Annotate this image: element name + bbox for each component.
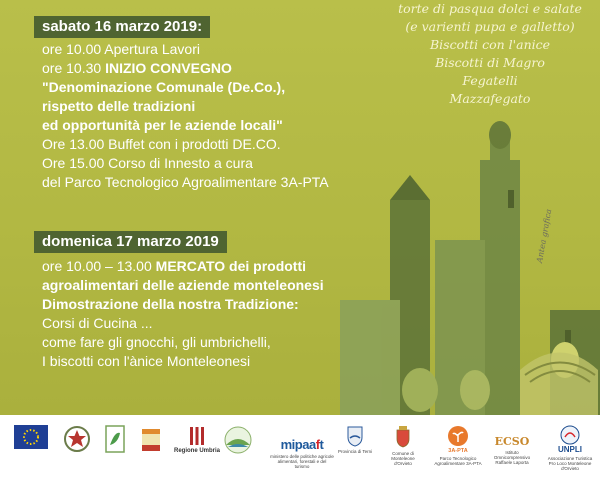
star-emblem-icon [64, 425, 90, 453]
provincia-caption: Provincia di Terni [338, 449, 373, 454]
mipaaft-end: t [319, 437, 324, 452]
sponsor-logos-bar [0, 415, 600, 493]
food-item: Biscotti con l'anice [429, 37, 551, 52]
food-item: torte di pasqua dolci e salate [398, 1, 582, 16]
wheat-icon [140, 425, 162, 455]
regione-umbria-caption: Regione Umbria [174, 448, 221, 454]
mipaaft-accent: f [315, 437, 320, 452]
convegno-label: INIZIO CONVEGNO [105, 60, 232, 76]
convegno-title-1: "Denominazione Comunale (De.Co.), [42, 79, 286, 95]
day1-line-3 [42, 78, 329, 97]
parco-name: 3A-PTA [448, 448, 468, 454]
day1-heading: sabato 16 marzo 2019: [34, 16, 210, 38]
traditional-foods-list [390, 0, 590, 108]
ecso-caption: Istituto Omnicomprensivo Raffaele Laporta [493, 450, 531, 465]
mercato-suffix: dei prodotti [225, 258, 307, 274]
day2-program [42, 257, 324, 371]
day2-time: ore 10.00 – 13.00 [42, 258, 156, 274]
crest-icon [394, 425, 412, 449]
comune-monteleone-logo [383, 425, 423, 466]
italian-republic-emblem [64, 425, 90, 453]
day2-bold-3: Dimostrazione della nostra Tradizione: [42, 296, 299, 312]
shield-icon [346, 425, 364, 447]
day2-bold-2: agroalimentari delle aziende monteleonesi [42, 277, 324, 293]
day1-line-5 [42, 116, 329, 135]
day2-heading: domenica 17 marzo 2019 [34, 231, 227, 253]
convegno-title-3: ed opportunità per le aziende locali" [42, 117, 283, 133]
food-item: Mazzafegato [449, 91, 531, 106]
umbria-columns-icon [188, 425, 206, 447]
food-item: Fegatelli [462, 73, 518, 88]
regione-umbria-logo [174, 425, 220, 454]
day2-line-2 [42, 276, 324, 295]
convegno-title-2: rispetto delle tradizioni [42, 98, 196, 114]
day1-program [42, 40, 329, 192]
parco-3apta-logo [433, 425, 483, 466]
landscape-logo [222, 425, 254, 455]
eu-flag-logo [14, 425, 48, 449]
food-item: Biscotti di Magro [435, 55, 545, 70]
day1-line-4 [42, 97, 329, 116]
ecso-wordmark: ECSO [494, 435, 530, 448]
day2-line-1 [42, 257, 324, 276]
provincia-terni-logo [338, 425, 372, 454]
ecso-logo [487, 435, 537, 465]
day1-line-2 [42, 59, 329, 78]
day1-line-6: Ore 13.00 Buffet con i prodotti DE.CO. [42, 136, 281, 152]
day2-line-5: come fare gli gnocchi, gli umbrichelli, [42, 334, 271, 350]
day1-line-1: ore 10.00 Apertura Lavori [42, 41, 200, 57]
parco-caption: Parco Tecnologico Agroalimentare 3A-PTA [434, 456, 482, 466]
day1-time: ore 10.30 [42, 60, 106, 76]
leaf-icon [105, 425, 125, 453]
mipaaft-wordmark [281, 437, 324, 452]
day2-line-6: I biscotti con l'ànice Monteleonesi [42, 353, 251, 369]
sprout-icon [447, 425, 469, 447]
proloco-caption: Associazione Turistica Pro Loco Monteleone d'Orvieto [547, 456, 593, 471]
day2-line-3 [42, 295, 324, 314]
mipaaft-logo [270, 437, 334, 469]
eu-flag-icon [14, 425, 48, 449]
unpli-emblem-icon [557, 425, 583, 445]
landscape-icon [222, 425, 254, 455]
day1-line-7: Ore 15.00 Corso di Innesto a cura [42, 155, 253, 171]
food-item: (e varienti pupa e galletto) [405, 19, 575, 34]
mercato-label: MERCATO [155, 258, 226, 274]
comune-caption: Comune di Monteleone d'Orvieto [391, 451, 415, 466]
day1-line-8: del Parco Tecnologico Agroalimentare 3A-PTA [42, 174, 329, 190]
mipaaft-caption: ministero delle politiche agricole alimentari, forestali e del turismo [270, 454, 334, 469]
village-skyline-illustration [340, 120, 600, 415]
unpli-logo [546, 425, 594, 471]
day2-line-4: Corsi di Cucina ... [42, 315, 153, 331]
mipaaft-main: mipaa [280, 437, 316, 452]
unpli-wordmark: UNPLI [558, 445, 582, 454]
rural-development-logo [140, 425, 162, 455]
artist-signature: Antea grafica [535, 208, 554, 264]
leader-logo [105, 425, 125, 453]
